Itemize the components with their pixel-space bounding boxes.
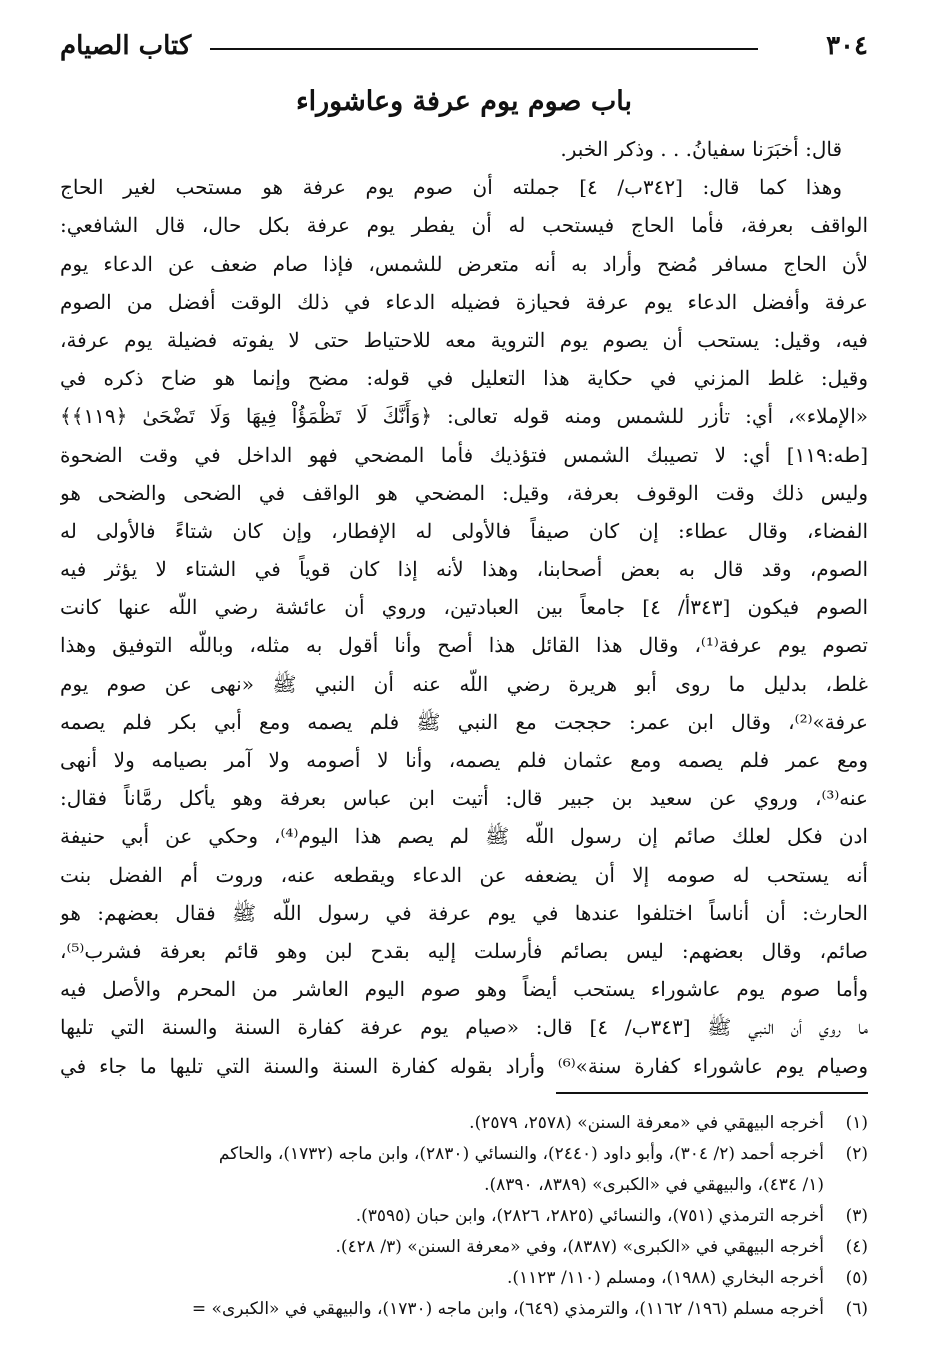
footnote	[60, 1139, 868, 1201]
text-line: صائم، وقال بعضهم: ليس بصائم فأرسلت إليه بقدح لبن وهو قائم بعرفة فشرب⁽⁵⁾،	[60, 938, 868, 963]
footnote-text: (١/ ٤٣٤)، والبيهقي في «الكبرى» (٨٣٨٩، ٨٣٩٠).	[484, 1175, 824, 1195]
text-line: الواقف بعرفة، فأما الحاج فيستحب له أن يفطر يوم عرفة بكل حال، قال الشافعي:	[60, 213, 868, 238]
footnote-separator	[556, 1092, 868, 1094]
footnote	[60, 1294, 868, 1325]
book-title: كتاب الصيام	[60, 31, 192, 61]
text-line: وهذا كما قال: [٣٤٢ب/ ٤] جملته أن صوم يوم عرفة هو مستحب لغير الحاج	[60, 175, 842, 200]
text-line: ما روي أن النبي ﷺ [٣٤٣ب/ ٤] قال: «صيام يوم عرفة كفارة السنة والسنة التي تليها	[60, 1015, 868, 1040]
footnote-text: أخرجه أحمد (٢/ ٣٠٤)، وأبو داود (٢٤٤٠)، والنسائي (٢٨٣٠)، وابن ماجه (١٧٣٢)، والحاكم	[218, 1144, 824, 1164]
text-line: ادن فكل لعلك صائم إن رسول اللّه ﷺ لم يصم هذا اليوم⁽⁴⁾، وحكي عن أبي حنيفة	[60, 824, 868, 849]
footnote-text: أخرجه البيهقي في «الكبرى» (٨٣٨٧)، وفي «معرفة السنن» (٣/ ٤٢٨).	[335, 1237, 824, 1257]
text-line: الفضاء، وقال عطاء: إن كان صيفاً فالأولى له الإفطار، وإن كان شتاءً فالأولى له	[60, 518, 868, 543]
footnote-text: أخرجه البخاري (١٩٨٨)، ومسلم (١١٠/ ١١٢٣).	[506, 1268, 824, 1288]
text-line: [طه:١١٩] أي: لا تصيبك الشمس فتؤذيك فأما المضحي فهو الداخل في وقت الضحوة	[60, 442, 868, 467]
main-text	[60, 130, 868, 1085]
footnotes	[60, 1108, 868, 1325]
footnote-text: أخرجه الترمذي (٧٥١)، والنسائي (٢٨٢٥، ٢٨٢٦)، وابن حبان (٣٥٩٥).	[355, 1206, 824, 1226]
text-line: ومع عمر فلم يصمه ومع عثمان فلم يصمه، وأنا لا أصومه ولا آمر بصيامه ولا أنهى	[60, 748, 868, 772]
footnote-number: (٥)	[845, 1268, 868, 1288]
text-line: وصيام يوم عاشوراء كفارة سنة»⁽⁶⁾ وأراد بقوله كفارة السنة والسنة التي تليها ما جاء في	[60, 1053, 868, 1078]
footnote-number: (١)	[845, 1113, 868, 1133]
text-line: عنه⁽³⁾، وروي عن سعيد بن جبير قال: أتيت ابن عباس بعرفة وهو يأكل رمَّاناً فقال:	[60, 786, 868, 811]
text-line: الصوم فيكون [٣٤٣أ/ ٤] جامعاً بين العبادتين، وروي أن عائشة رضي اللّه عنها كانت	[60, 595, 868, 620]
footnote-number: (٤)	[845, 1237, 868, 1257]
text-line: فيه، وقيل: يستحب أن يصوم يوم التروية معه للاحتياط حتى لا يفوته فضيلة يوم عرفة،	[60, 327, 868, 352]
text-line: «الإملاء»، أي: تأزر للشمس ومنه قوله تعالى: ﴿وَأَنَّكَ لَا تَظْمَؤُاْ فِيهَا وَلَا تَضْحَىٰ ﴿١١٩﴾﴾	[60, 404, 868, 429]
text-line: وأما صوم يوم عاشوراء يستحب أيضاً وهو صوم اليوم العاشر من المحرم والأصل فيه	[60, 977, 868, 1002]
footnote-number: (٣)	[845, 1206, 868, 1226]
running-header	[60, 28, 868, 64]
footnote-text: أخرجه البيهقي في «معرفة السنن» (٢٥٧٨، ٢٥٧٩).	[469, 1113, 824, 1133]
text-line: لأن الحاج مسافر مُضح وأراد به أنه متعرض للشمس، فإذا صام ضعف عن الدعاء يوم	[60, 251, 868, 276]
footnote-number: (٦)	[845, 1299, 868, 1319]
text-line: عرفة وأفضل الدعاء يوم عرفة فحيازة فضيله الدعاء في ذلك الوقت أفضل من الصوم	[60, 289, 868, 314]
text-line: وقيل: غلط المزني في حكاية هذا التعليل في قوله: مضح وإنما هو ضاح ذكره في	[60, 366, 868, 391]
footnote	[60, 1201, 868, 1232]
page-number: ٣٠٤	[826, 31, 868, 61]
header-rule	[210, 48, 758, 50]
footnote	[60, 1232, 868, 1263]
text-line: الصوم، وقد قال به بعض أصحابنا، وهذا لأنه إذا كان قوياً في الشتاء لا يؤثر فيه	[60, 557, 868, 582]
text-line: غلط، بدليل ما روى أبو هريرة رضي اللّه عنه أن النبي ﷺ «نهى عن صوم يوم	[60, 671, 868, 696]
footnote	[60, 1108, 868, 1139]
chapter-title: باب صوم يوم عرفة وعاشوراء	[295, 86, 633, 117]
text-line: الحارث: أن أناساً اختلفوا عندها في يوم عرفة في رسول اللّه ﷺ فقال بعضهم: هو	[60, 900, 868, 925]
footnote-text: أخرجه مسلم (١٩٦/ ١١٦٢)، والترمذي (٦٤٩)، وابن ماجه (١٧٣٠)، والبيهقي في «الكبرى» =	[191, 1299, 824, 1319]
text-line: وليس ذلك وقت الوقوف بعرفة، وقيل: المضحي هو الواقف في الضحى والضحى هو	[60, 480, 868, 505]
text-line: أنه يستحب له صومه إلا أن يضعفه عن الدعاء ويقطعه عنه، وروت أم الفضل بنت	[60, 862, 868, 887]
footnote-number: (٢)	[845, 1144, 868, 1164]
footnote	[60, 1263, 868, 1294]
text-line: قال: أخبَرَنا سفيانُ. . . وذكر الخبر.	[560, 137, 842, 161]
text-line: تصوم يوم عرفة⁽¹⁾، وقال هذا القائل هذا أصح وأنا أقول به مثله، وباللّه التوفيق وهذا	[60, 633, 868, 658]
text-line: عرفة»⁽²⁾، وقال ابن عمر: حججت مع النبي ﷺ فلم يصمه ومع أبي بكر فلم يصمه	[60, 709, 868, 734]
